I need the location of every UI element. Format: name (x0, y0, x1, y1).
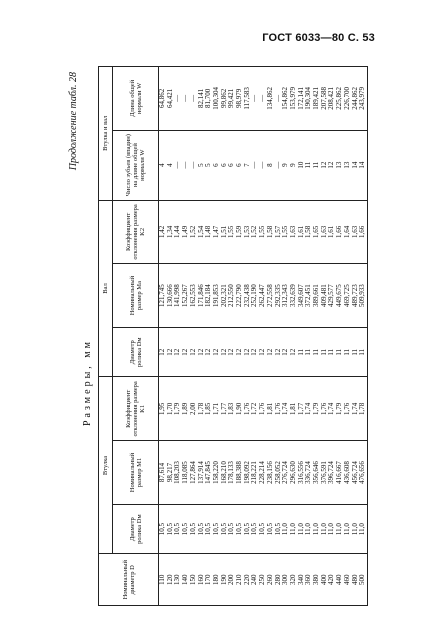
cell-normal-length: — (174, 67, 182, 131)
cell-nominal-size-bushing: 158,220 (213, 441, 221, 505)
cell-nominal-size-shaft: 121,745 (159, 264, 167, 328)
cell-coef-shaft: 1,44 (174, 200, 182, 264)
cell-roller-diameter-bushing: 10,5 (205, 504, 213, 554)
cell-roller-diameter-bushing: 10,5 (244, 504, 252, 554)
cell-roller-diameter-bushing: 10,5 (221, 504, 229, 554)
cell-nominal-size-shaft: 222,790 (236, 264, 244, 328)
cell-roller-diameter-shaft: 11 (344, 327, 352, 377)
cell-roller-diameter-shaft: 12 (251, 327, 259, 377)
cell-teeth-count: — (174, 130, 182, 200)
cell-roller-diameter-bushing: 11,0 (298, 504, 306, 554)
cell-nominal-size-bushing: 108,203 (174, 441, 182, 505)
cell-nominal-size-bushing: 296,630 (290, 441, 298, 505)
cell-roller-diameter-shaft: 12 (236, 327, 244, 377)
cell-nominal-size-shaft: 449,675 (336, 264, 344, 328)
cell-coef-bushing: 1,77 (298, 377, 306, 441)
cell-teeth-count: — (259, 130, 267, 200)
cell-coef-bushing: 1,74 (328, 377, 336, 441)
cell-nominal-diameter: 360 (305, 554, 313, 606)
cell-coef-shaft: 1,55 (282, 200, 290, 264)
cell-teeth-count: — (251, 130, 259, 200)
cell-nominal-diameter: 170 (205, 554, 213, 606)
cell-roller-diameter-bushing: 10,5 (174, 504, 182, 554)
cell-roller-diameter-shaft: 11 (359, 327, 367, 377)
cell-coef-shaft: 1,65 (313, 200, 321, 264)
cell-teeth-count: 14 (352, 130, 360, 200)
cell-nominal-size-bushing: 137,914 (198, 441, 206, 505)
cell-teeth-count: 10 (298, 130, 306, 200)
cell-coef-bushing: 1,78 (198, 377, 206, 441)
cell-coef-shaft: 1,61 (298, 200, 306, 264)
col-header-normal-length: Длина общей нормали W (113, 67, 159, 131)
cell-normal-length: 64,862 (159, 67, 167, 131)
cell-normal-length: 100,304 (213, 67, 221, 131)
cell-normal-length: 153,979 (290, 67, 298, 131)
cell-coef-shaft: 1,52 (251, 200, 259, 264)
cell-nominal-size-bushing: 376,591 (321, 441, 329, 505)
cell-nominal-size-shaft: 312,343 (282, 264, 290, 328)
cell-roller-diameter-bushing: 11,0 (321, 504, 329, 554)
cell-coef-shaft: 1,51 (221, 200, 229, 264)
cell-normal-length: 117,583 (244, 67, 252, 131)
cell-nominal-diameter: 150 (190, 554, 198, 606)
cell-roller-diameter-shaft: 11 (336, 327, 344, 377)
cell-nominal-size-bushing: 276,724 (282, 441, 290, 505)
cell-nominal-size-shaft: 429,577 (328, 264, 336, 328)
cell-normal-length: 154,862 (282, 67, 290, 131)
cell-roller-diameter-shaft: 11 (305, 327, 313, 377)
cell-nominal-diameter: 120 (167, 554, 175, 606)
cell-roller-diameter-bushing: 11,0 (352, 504, 360, 554)
cell-normal-length: 99,421 (228, 67, 236, 131)
cell-nominal-size-bushing: 198,092 (244, 441, 252, 505)
cell-nominal-size-bushing: 476,656 (359, 441, 367, 505)
cell-nominal-size-bushing: 98,217 (167, 441, 175, 505)
cell-nominal-size-shaft: 292,335 (275, 264, 283, 328)
cell-nominal-size-bushing: 238,156 (267, 441, 275, 505)
cell-nominal-diameter: 210 (236, 554, 244, 606)
cell-roller-diameter-shaft: 12 (228, 327, 236, 377)
cell-nominal-size-bushing: 228,214 (259, 441, 267, 505)
cell-nominal-size-shaft: 130,666 (167, 264, 175, 328)
cell-roller-diameter-shaft: 12 (259, 327, 267, 377)
cell-nominal-diameter: 110 (159, 554, 167, 606)
cell-coef-bushing: 1,70 (167, 377, 175, 441)
cell-teeth-count: 12 (321, 130, 329, 200)
cell-nominal-diameter: 130 (174, 554, 182, 606)
cell-coef-shaft: 1,63 (290, 200, 298, 264)
cell-roller-diameter-bushing: 11,0 (305, 504, 313, 554)
cell-roller-diameter-shaft: 12 (190, 327, 198, 377)
cell-roller-diameter-bushing: 10,5 (190, 504, 198, 554)
table-caption: Продолжение табл. 28 (68, 72, 79, 171)
cell-coef-shaft: 1,52 (190, 200, 198, 264)
cell-normal-length: 208,421 (328, 67, 336, 131)
cell-coef-shaft: 1,63 (352, 200, 360, 264)
cell-nominal-diameter: 400 (321, 554, 329, 606)
group-header-bushing-and-shaft: Втулка и вал (99, 67, 113, 201)
cell-roller-diameter-bushing: 11,0 (328, 504, 336, 554)
cell-normal-length: 189,421 (313, 67, 321, 131)
cell-coef-shaft: 1,54 (198, 200, 206, 264)
cell-teeth-count: 13 (336, 130, 344, 200)
table-landscape-container (68, 66, 398, 606)
cell-nominal-size-bushing: 188,388 (236, 441, 244, 505)
cell-coef-bushing: 1,81 (267, 377, 275, 441)
cell-nominal-diameter: 320 (290, 554, 298, 606)
cell-roller-diameter-shaft: 11 (313, 327, 321, 377)
cell-coef-bushing: 1,74 (305, 377, 313, 441)
cell-roller-diameter-shaft: 12 (221, 327, 229, 377)
cell-teeth-count: 11 (313, 130, 321, 200)
cell-normal-length: 134,862 (267, 67, 275, 131)
cell-normal-length: 99,862 (221, 67, 229, 131)
cell-coef-shaft: 1,55 (228, 200, 236, 264)
cell-coef-shaft: 1,66 (359, 200, 367, 264)
cell-roller-diameter-bushing: 11,0 (282, 504, 290, 554)
cell-roller-diameter-shaft: 12 (205, 327, 213, 377)
cell-nominal-size-shaft: 489,723 (352, 264, 360, 328)
cell-teeth-count: 8 (267, 130, 275, 200)
cell-coef-bushing: 1,79 (313, 377, 321, 441)
cell-nominal-size-shaft: 182,184 (205, 264, 213, 328)
cell-coef-bushing: 1,74 (282, 377, 290, 441)
cell-nominal-size-bushing: 456,724 (352, 441, 360, 505)
cell-coef-bushing: 1,90 (236, 377, 244, 441)
cell-roller-diameter-shaft: 12 (167, 327, 175, 377)
cell-roller-diameter-shaft: 12 (290, 327, 298, 377)
cell-nominal-size-shaft: 171,846 (198, 264, 206, 328)
cell-coef-shaft: 1,64 (344, 200, 352, 264)
cell-normal-length: 225,862 (336, 67, 344, 131)
cell-teeth-count: 12 (328, 130, 336, 200)
cell-roller-diameter-bushing: 10,5 (275, 504, 283, 554)
cell-nominal-size-bushing: 118,085 (182, 441, 190, 505)
cell-normal-length: 172,141 (298, 67, 306, 131)
cell-normal-length: 226,700 (344, 67, 352, 131)
cell-coef-bushing: 1,85 (205, 377, 213, 441)
cell-coef-shaft: 1,42 (159, 200, 167, 264)
cell-nominal-size-shaft: 409,481 (321, 264, 329, 328)
group-header-bushing: Втулка (99, 377, 113, 554)
cell-roller-diameter-bushing: 11,0 (313, 504, 321, 554)
cell-coef-bushing: 1,72 (251, 377, 259, 441)
cell-coef-bushing: 1,79 (336, 377, 344, 441)
cell-nominal-diameter: 200 (228, 554, 236, 606)
cell-roller-diameter-shaft: 12 (174, 327, 182, 377)
cell-coef-bushing: 1,76 (321, 377, 329, 441)
cell-coef-shaft: 1,63 (321, 200, 329, 264)
group-header-shaft: Вал (99, 200, 113, 377)
cell-nominal-size-bushing: 436,608 (344, 441, 352, 505)
cell-normal-length: 244,862 (352, 67, 360, 131)
cell-coef-bushing: 1,76 (344, 377, 352, 441)
rotated-table-page (68, 66, 398, 606)
cell-roller-diameter-shaft: 12 (198, 327, 206, 377)
cell-coef-bushing: 1,81 (290, 377, 298, 441)
cell-normal-length: 190,304 (305, 67, 313, 131)
cell-coef-bushing: 1,78 (359, 377, 367, 441)
cell-nominal-size-bushing: 178,133 (228, 441, 236, 505)
cell-normal-length: — (182, 67, 190, 131)
cell-coef-shaft: 1,49 (182, 200, 190, 264)
table-row (359, 67, 367, 606)
cell-nominal-size-shaft: 272,558 (267, 264, 275, 328)
cell-nominal-diameter: 250 (259, 554, 267, 606)
cell-nominal-size-bushing: 336,724 (305, 441, 313, 505)
cell-roller-diameter-shaft: 12 (244, 327, 252, 377)
cell-nominal-size-shaft: 152,267 (182, 264, 190, 328)
cell-coef-bushing: 1,71 (213, 377, 221, 441)
cell-nominal-size-bushing: 258,052 (275, 441, 283, 505)
cell-nominal-size-shaft: 389,661 (313, 264, 321, 328)
cell-nominal-diameter: 160 (198, 554, 206, 606)
cell-roller-diameter-shaft: 12 (213, 327, 221, 377)
cell-roller-diameter-shaft: 12 (267, 327, 275, 377)
cell-roller-diameter-shaft: 12 (282, 327, 290, 377)
col-header-nominal-diameter: Номинальный диаметр D (99, 554, 159, 606)
cell-nominal-size-bushing: 316,556 (298, 441, 306, 505)
cell-teeth-count: 5 (205, 130, 213, 200)
cell-roller-diameter-bushing: 10,5 (198, 504, 206, 554)
cell-roller-diameter-bushing: 11,0 (359, 504, 367, 554)
cell-nominal-diameter: 420 (328, 554, 336, 606)
cell-teeth-count: 9 (290, 130, 298, 200)
cell-teeth-count: 4 (167, 130, 175, 200)
cell-teeth-count: 13 (344, 130, 352, 200)
cell-coef-shaft: 1,47 (213, 200, 221, 264)
cell-normal-length: 207,588 (321, 67, 329, 131)
cell-roller-diameter-bushing: 10,5 (228, 504, 236, 554)
cell-coef-shaft: 1,55 (259, 200, 267, 264)
cell-teeth-count: 6 (221, 130, 229, 200)
cell-normal-length: — (251, 67, 259, 131)
cell-roller-diameter-bushing: 10,5 (236, 504, 244, 554)
cell-coef-bushing: 1,89 (182, 377, 190, 441)
cell-coef-bushing: 2,00 (190, 377, 198, 441)
cell-coef-bushing: 1,83 (228, 377, 236, 441)
cell-coef-bushing: 1,79 (174, 377, 182, 441)
cell-roller-diameter-bushing: 10,5 (213, 504, 221, 554)
cell-nominal-diameter: 380 (313, 554, 321, 606)
cell-nominal-size-shaft: 202,321 (221, 264, 229, 328)
cell-nominal-size-bushing: 147,845 (205, 441, 213, 505)
col-header-coef-shaft: Коэффициент отклонения размера K2 (113, 200, 159, 264)
cell-roller-diameter-bushing: 11,0 (344, 504, 352, 554)
cell-normal-length: — (190, 67, 198, 131)
cell-teeth-count: 4 (159, 130, 167, 200)
cell-coef-shaft: 1,48 (205, 200, 213, 264)
dimensions-table (98, 66, 368, 606)
cell-teeth-count: 11 (305, 130, 313, 200)
cell-roller-diameter-shaft: 12 (275, 327, 283, 377)
cell-nominal-size-bushing: 356,646 (313, 441, 321, 505)
cell-roller-diameter-bushing: 11,0 (336, 504, 344, 554)
cell-roller-diameter-shaft: 11 (328, 327, 336, 377)
cell-normal-length: — (275, 67, 283, 131)
cell-nominal-size-bushing: 218,221 (251, 441, 259, 505)
cell-normal-length: 243,979 (359, 67, 367, 131)
cell-normal-length: 98,979 (236, 67, 244, 131)
cell-nominal-size-bushing: 416,667 (336, 441, 344, 505)
page-header: ГОСТ 6033—80 С. 53 (262, 32, 375, 44)
cell-nominal-diameter: 240 (251, 554, 259, 606)
cell-coef-bushing: 1,95 (159, 377, 167, 441)
cell-nominal-diameter: 480 (352, 554, 360, 606)
cell-teeth-count: 14 (359, 130, 367, 200)
cell-coef-shaft: 1,57 (275, 200, 283, 264)
cell-normal-length: 64,421 (167, 67, 175, 131)
cell-coef-shaft: 1,61 (328, 200, 336, 264)
cell-nominal-diameter: 180 (213, 554, 221, 606)
cell-nominal-diameter: 440 (336, 554, 344, 606)
cell-coef-shaft: 1,58 (267, 200, 275, 264)
cell-nominal-size-shaft: 372,451 (305, 264, 313, 328)
col-header-roller-diameter-shaft: Диаметр ролика Dм (113, 327, 159, 377)
cell-coef-shaft: 1,53 (244, 200, 252, 264)
cell-coef-shaft: 1,58 (305, 200, 313, 264)
cell-nominal-diameter: 340 (298, 554, 306, 606)
cell-roller-diameter-shaft: 11 (352, 327, 360, 377)
cell-teeth-count: 7 (244, 130, 252, 200)
cell-nominal-diameter: 260 (267, 554, 275, 606)
cell-roller-diameter-bushing: 11,0 (290, 504, 298, 554)
cell-nominal-size-shaft: 232,438 (244, 264, 252, 328)
cell-nominal-size-bushing: 127,864 (190, 441, 198, 505)
cell-nominal-size-shaft: 469,725 (344, 264, 352, 328)
col-header-roller-diameter-bushing: Диаметр ролика Dм (113, 504, 159, 554)
cell-teeth-count: 6 (236, 130, 244, 200)
cell-coef-bushing: 1,76 (275, 377, 283, 441)
cell-roller-diameter-bushing: 10,5 (159, 504, 167, 554)
cell-nominal-diameter: 500 (359, 554, 367, 606)
cell-roller-diameter-bushing: 10,5 (251, 504, 259, 554)
cell-roller-diameter-shaft: 12 (182, 327, 190, 377)
cell-normal-length: 82,141 (198, 67, 206, 131)
cell-nominal-diameter: 190 (221, 554, 229, 606)
cell-teeth-count: 9 (282, 130, 290, 200)
cell-coef-shaft: 1,59 (236, 200, 244, 264)
cell-teeth-count: 6 (213, 130, 221, 200)
cell-nominal-size-shaft: 262,447 (259, 264, 267, 328)
cell-roller-diameter-bushing: 10,5 (182, 504, 190, 554)
cell-coef-bushing: 1,74 (352, 377, 360, 441)
cell-roller-diameter-bushing: 10,5 (267, 504, 275, 554)
col-header-nominal-size-shaft: Номинальный размер Mа (113, 264, 159, 328)
cell-nominal-size-shaft: 332,639 (290, 264, 298, 328)
cell-roller-diameter-bushing: 10,5 (259, 504, 267, 554)
cell-nominal-size-shaft: 212,550 (228, 264, 236, 328)
cell-nominal-diameter: 220 (244, 554, 252, 606)
cell-normal-length: — (259, 67, 267, 131)
cell-coef-bushing: 1,76 (259, 377, 267, 441)
cell-roller-diameter-shaft: 12 (159, 327, 167, 377)
cell-teeth-count: — (182, 130, 190, 200)
cell-teeth-count: — (275, 130, 283, 200)
cell-nominal-size-shaft: 141,998 (174, 264, 182, 328)
cell-nominal-diameter: 280 (275, 554, 283, 606)
cell-nominal-diameter: 460 (344, 554, 352, 606)
cell-nominal-size-shaft: 349,607 (298, 264, 306, 328)
cell-nominal-size-bushing: 87,614 (159, 441, 167, 505)
cell-nominal-size-shaft: 509,933 (359, 264, 367, 328)
cell-nominal-size-shaft: 162,553 (190, 264, 198, 328)
cell-teeth-count: — (190, 130, 198, 200)
cell-teeth-count: 5 (198, 130, 206, 200)
col-header-teeth-count: Число зубьев (впадин) на длине общей нормали W (113, 130, 159, 200)
cell-roller-diameter-shaft: 11 (298, 327, 306, 377)
col-header-nominal-size-bushing: Номинальный размер M1 (113, 441, 159, 505)
cell-roller-diameter-shaft: 11 (321, 327, 329, 377)
cell-teeth-count: 6 (228, 130, 236, 200)
col-header-coef-bushing: Коэффициент отклонения размера K1 (113, 377, 159, 441)
cell-nominal-size-shaft: 191,853 (213, 264, 221, 328)
cell-coef-shaft: 1,34 (167, 200, 175, 264)
cell-nominal-size-shaft: 252,190 (251, 264, 259, 328)
cell-nominal-diameter: 140 (182, 554, 190, 606)
cell-coef-shaft: 1,66 (336, 200, 344, 264)
cell-nominal-size-bushing: 396,724 (328, 441, 336, 505)
units-title: Размеры, мм (82, 339, 93, 426)
cell-coef-bushing: 1,76 (244, 377, 252, 441)
table-body (159, 67, 368, 606)
cell-normal-length: 81,700 (205, 67, 213, 131)
cell-nominal-diameter: 300 (282, 554, 290, 606)
cell-roller-diameter-bushing: 10,5 (167, 504, 175, 554)
cell-coef-bushing: 1,77 (221, 377, 229, 441)
cell-nominal-size-bushing: 168,210 (221, 441, 229, 505)
